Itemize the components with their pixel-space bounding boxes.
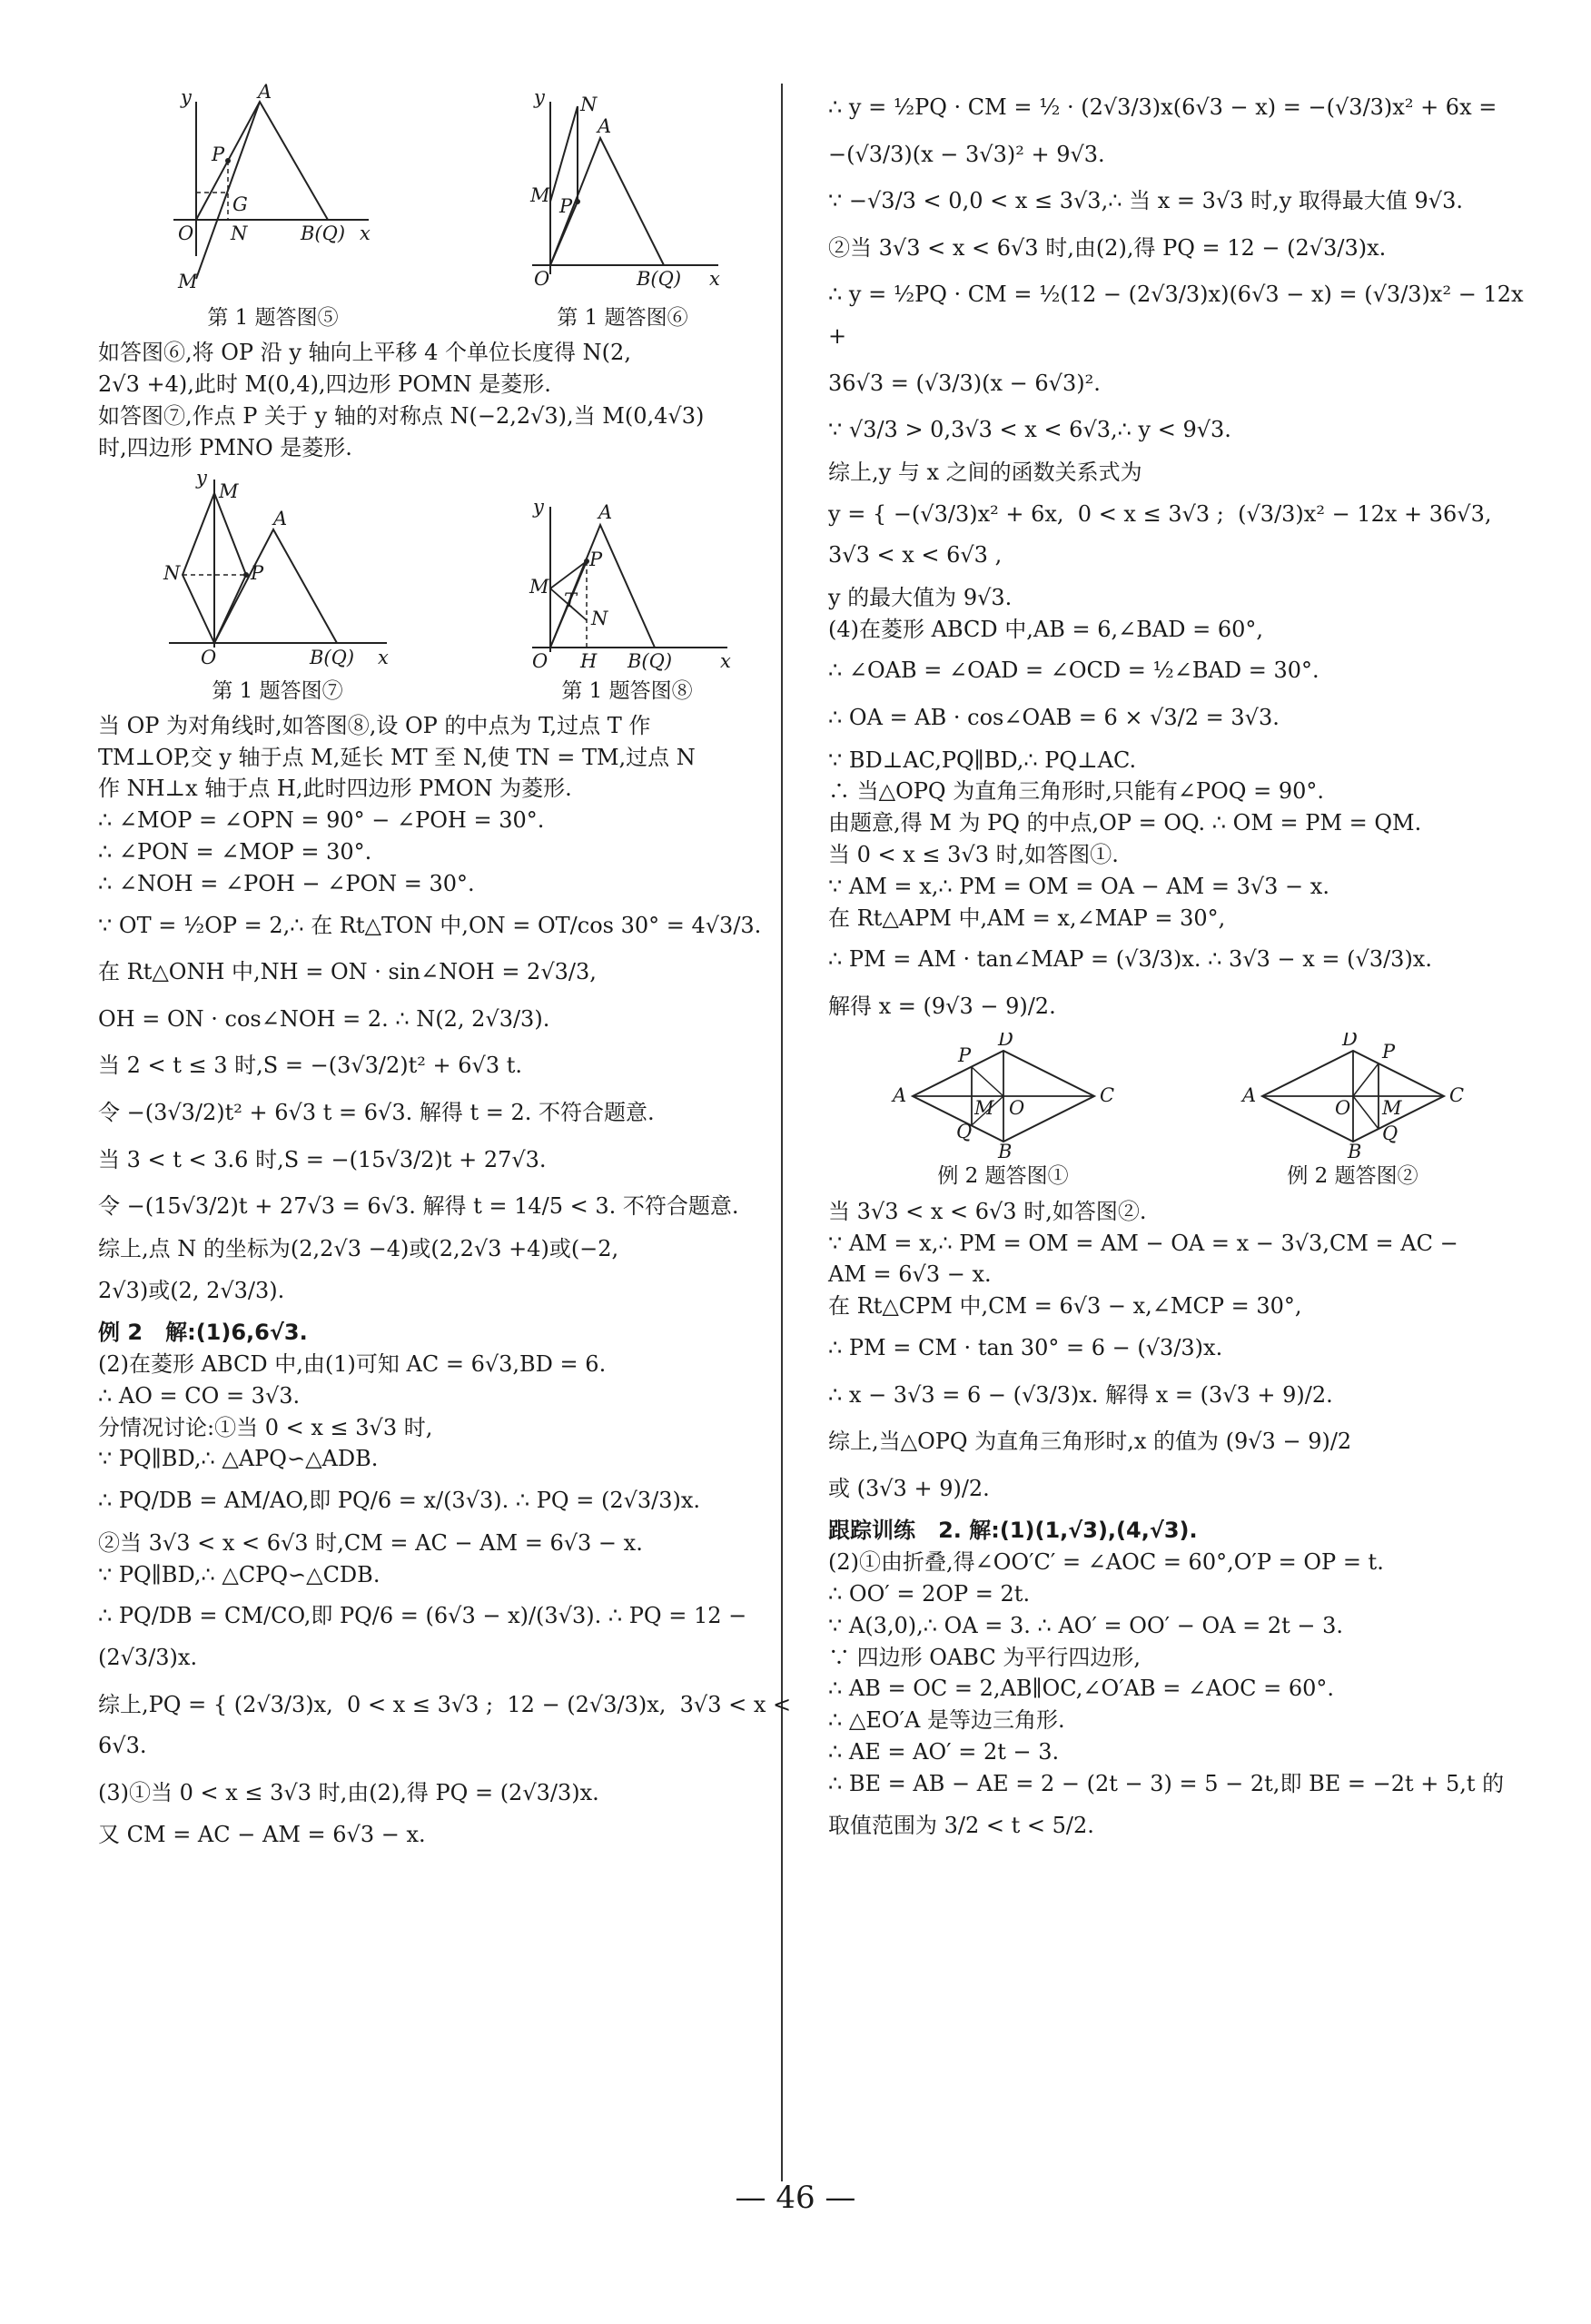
example-2-heading: 例 2 解:(1)6,6√3.	[98, 1320, 308, 1346]
f5-label-g: G	[232, 193, 248, 215]
text-line: ∴ PQ/DB = CM/CO,即 PQ/6 = (6√3 − x)/(3√3). ∴ PQ = 12 − (2√3/3)x.	[98, 1603, 754, 1670]
text-line: 又 CM = AC − AM = 6√3 − x.	[98, 1822, 426, 1848]
example-2-figure-2	[1235, 1033, 1471, 1192]
text-line: ∴ PQ/DB = AM/AO,即 PQ/6 = x/(3√3). ∴ PQ = (2√3/3)x.	[98, 1488, 701, 1514]
f8-label-p: P	[588, 548, 602, 570]
text-line: AM = 6√3 − x.	[828, 1261, 992, 1288]
text-line: ②当 3√3 < x < 6√3 时,由(2),得 PQ = 12 − (2√3/3)x.	[828, 234, 1387, 261]
figure-5-caption: 第 1 题答图⑤	[207, 306, 339, 330]
text-line: 当 OP 为对角线时,如答图⑧,设 OP 的中点为 T,过点 T 作	[98, 712, 651, 738]
e2-label-p: P	[1381, 1041, 1395, 1063]
figure-row-5-6	[98, 84, 797, 333]
text-line: ∴ AO = CO = 3√3.	[98, 1382, 301, 1409]
e2-label-a: A	[1241, 1084, 1256, 1107]
f7-label-a: A	[272, 507, 287, 529]
right-column	[828, 82, 1531, 1852]
f8-label-n: N	[590, 607, 608, 629]
example-2-figure-2-caption: 例 2 题答图②	[1287, 1164, 1418, 1189]
text-line: ∴ ∠PON = ∠MOP = 30°.	[98, 839, 372, 865]
text-line: ②当 3√3 < x < 6√3 时,CM = AC − AM = 6√3 − x.	[98, 1529, 643, 1556]
e1-label-b: B	[997, 1141, 1012, 1161]
text-line: (2)①由折叠,得∠OO′C′ = ∠AOC = 60°,O′P = OP = t.	[828, 1549, 1384, 1576]
f7-label-x: x	[377, 646, 389, 668]
e2-label-m: M	[1381, 1097, 1402, 1120]
f5-label-m: M	[177, 271, 198, 292]
example-2-figure-2-diagram	[1235, 1033, 1471, 1160]
text-line: 当 3√3 < x < 6√3 时,如答图②.	[828, 1198, 1147, 1224]
text-line: ∴ ∠MOP = ∠OPN = 90° − ∠POH = 30°.	[98, 807, 545, 834]
f8-label-m: M	[529, 575, 549, 598]
text-line: 综上,y 与 x 之间的函数关系式为	[828, 459, 1142, 485]
text-line: 当 3 < t < 3.6 时,S = −(15√3/2)t + 27√3.	[98, 1146, 547, 1172]
text-line: ∴ y = ½PQ · CM = ½(12 − (2√3/3)x)(6√3 − x) = (√3/3)x² − 12x +	[828, 282, 1531, 349]
example-2-figure-1-diagram	[885, 1033, 1122, 1160]
text-line: ∵ BD⊥AC,PQ∥BD,∴ PQ⊥AC.	[828, 747, 1137, 773]
f7-label-p: P	[250, 561, 263, 584]
e2-label-o: O	[1334, 1097, 1350, 1120]
left-column	[98, 82, 797, 1851]
text-line: 作 NH⊥x 轴于点 H,此时四边形 PMON 为菱形.	[98, 776, 572, 802]
f7-label-o: O	[200, 646, 216, 668]
f6-label-n: N	[579, 94, 597, 115]
text-line: 令 −(3√3/2)t² + 6√3 t = 6√3. 解得 t = 2. 不符合题意.	[98, 1100, 655, 1126]
text-line: ∵ −√3/3 < 0,0 < x ≤ 3√3,∴ 当 x = 3√3 时,y 取得最大值 9√3.	[828, 188, 1463, 214]
text-line: ∵ OT = ½OP = 2,∴ 在 Rt△TON 中,ON = OT/cos 30° = 4√3/3.	[98, 912, 762, 938]
text-line: 在 Rt△CPM 中,CM = 6√3 − x,∠MCP = 30°,	[828, 1293, 1302, 1320]
f6-label-x: x	[708, 268, 720, 290]
f5-label-n: N	[230, 223, 247, 244]
f7-label-m: M	[218, 480, 239, 502]
figure-row-7-8	[98, 466, 797, 707]
follow-up-training-heading: 跟踪训练 2. 解:(1)(1,√3),(4,√3).	[828, 1518, 1198, 1544]
f6-label-p: P	[558, 195, 572, 217]
f5-label-o: O	[177, 223, 193, 244]
e1-label-a: A	[892, 1084, 906, 1107]
text-line: ∵ A(3,0),∴ OA = 3. ∴ AO′ = OO′ − OA = 2t − 3.	[828, 1612, 1343, 1638]
text-line: 当 2 < t ≤ 3 时,S = −(3√3/2)t² + 6√3 t.	[98, 1053, 523, 1079]
figure-8-diagram	[519, 493, 736, 675]
text-line: (3)①当 0 < x ≤ 3√3 时,由(2),得 PQ = (2√3/3)x.	[98, 1779, 599, 1805]
example-2-figure-1	[885, 1033, 1122, 1192]
f8-label-h: H	[579, 649, 597, 672]
text-line: ∴ ∠NOH = ∠POH − ∠PON = 30°.	[98, 870, 475, 896]
text-line: ∵ PQ∥BD,∴ △APQ∽△ADB.	[98, 1446, 379, 1472]
text-line: ∴ OO′ = 2OP = 2t.	[828, 1580, 1031, 1607]
f6-label-o: O	[533, 268, 549, 290]
e1-label-q: Q	[955, 1121, 972, 1143]
f8-label-t: T	[563, 588, 577, 611]
f8-label-y: y	[532, 495, 544, 518]
e2-label-b: B	[1347, 1141, 1361, 1161]
e1-label-p: P	[957, 1044, 971, 1067]
text-line: 当 0 < x ≤ 3√3 时,如答图①.	[828, 841, 1119, 867]
text-line: ∴ AB = OC = 2,AB∥OC,∠O′AB = ∠AOC = 60°.	[828, 1676, 1334, 1702]
f6-label-bq: B(Q)	[636, 268, 681, 290]
text-line: 由题意,得 M 为 PQ 的中点,OP = OQ. ∴ OM = PM = QM.	[828, 810, 1422, 836]
text-line: ∴ 当△OPQ 为直角三角形时,只能有∠POQ = 90°.	[828, 778, 1324, 805]
text-line: ∴ BE = AB − AE = 2 − (2t − 3) = 5 − 2t,即 BE = −2t + 5,t 的	[828, 1770, 1505, 1796]
text-line: 解得 x = (9√3 − 9)/2.	[828, 993, 1056, 1019]
text-line: 令 −(15√3/2)t + 27√3 = 6√3. 解得 t = 14/5 < 3. 不符合题意.	[98, 1193, 739, 1220]
text-line: 2√3)或(2, 2√3/3).	[98, 1277, 285, 1303]
f8-label-bq: B(Q)	[627, 649, 672, 672]
text-line: 在 Rt△APM 中,AM = x,∠MAP = 30°,	[828, 905, 1226, 931]
e2-label-q: Q	[1381, 1122, 1398, 1145]
figure-8-caption: 第 1 题答图⑧	[561, 678, 693, 703]
figure-6-diagram	[514, 84, 732, 302]
text-line: ∵ 四边形 OABC 为平行四边形,	[828, 1644, 1141, 1670]
f7-label-n: N	[163, 561, 180, 584]
text-line: 或 (3√3 + 9)/2.	[828, 1475, 990, 1501]
f7-label-y: y	[195, 466, 207, 489]
figure-7	[160, 466, 396, 707]
text-line: ∴ PM = CM · tan 30° = 6 − (√3/3)x.	[828, 1335, 1223, 1361]
text-line: ∵ √3/3 > 0,3√3 < x < 6√3,∴ y < 9√3.	[828, 417, 1231, 443]
text-line: 分情况讨论:①当 0 < x ≤ 3√3 时,	[98, 1414, 433, 1440]
f6-label-a: A	[597, 115, 611, 137]
text-line: OH = ON · cos∠NOH = 2. ∴ N(2, 2√3/3).	[98, 1005, 550, 1032]
text-line: ∴ ∠OAB = ∠OAD = ∠OCD = ½∠BAD = 30°.	[828, 658, 1319, 684]
f5-label-y: y	[180, 86, 192, 108]
piecewise-pq: 综上,PQ = { (2√3/3)x, 0 < x ≤ 3√3 ; 12 − (2√3/3)x, 3√3 < x < 6√3.	[98, 1691, 798, 1759]
text-line: ∴ △EO′A 是等边三角形.	[828, 1707, 1065, 1734]
text-line: ∴ OA = AB · cos∠OAB = 6 × √3/2 = 3√3.	[828, 704, 1280, 730]
text-line: 在 Rt△ONH 中,NH = ON · sin∠NOH = 2√3/3,	[98, 959, 597, 985]
text-line: 2√3 +4),此时 M(0,4),四边形 POMN 是菱形.	[98, 371, 551, 398]
e1-label-c: C	[1099, 1084, 1114, 1107]
text-line: ∴ y = ½PQ · CM = ½ · (2√3/3)x(6√3 − x) = −(√3/3)x² + 6x =	[828, 94, 1497, 120]
text-line: ∴ AE = AO′ = 2t − 3.	[828, 1738, 1060, 1765]
figure-5-diagram	[164, 84, 382, 302]
figure-5	[164, 84, 382, 333]
e1-label-d: D	[997, 1033, 1013, 1051]
text-line: (4)在菱形 ABCD 中,AB = 6,∠BAD = 60°,	[828, 616, 1263, 642]
text-line: 如答图⑦,作点 P 关于 y 轴的对称点 N(−2,2√3),当 M(0,4√3)	[98, 402, 705, 429]
text-line: (2)在菱形 ABCD 中,由(1)可知 AC = 6√3,BD = 6.	[98, 1351, 607, 1377]
text-line: 36√3 = (√3/3)(x − 6√3)².	[828, 370, 1101, 396]
text-line: 时,四边形 PMNO 是菱形.	[98, 434, 352, 460]
text-line: ∴ PM = AM · tan∠MAP = (√3/3)x. ∴ 3√3 − x = (√3/3)x.	[828, 946, 1432, 973]
text-line: −(√3/3)(x − 3√3)² + 9√3.	[828, 141, 1105, 167]
f6-label-y: y	[533, 86, 545, 108]
text-line: y 的最大值为 9√3.	[828, 584, 1013, 610]
f5-label-p: P	[211, 143, 224, 165]
text-line: ∴ x − 3√3 = 6 − (√3/3)x. 解得 x = (3√3 + 9)/2.	[828, 1381, 1333, 1408]
f7-label-bq: B(Q)	[309, 646, 354, 668]
e1-label-m: M	[973, 1097, 994, 1120]
figure-7-diagram	[160, 466, 396, 675]
text-line: TM⊥OP,交 y 轴于点 M,延长 MT 至 N,使 TN = TM,过点 N	[98, 744, 696, 770]
text-line: 综上,点 N 的坐标为(2,2√3 −4)或(2,2√3 +4)或(−2,	[98, 1235, 619, 1261]
e1-label-o: O	[1008, 1097, 1024, 1120]
figure-6	[514, 84, 732, 333]
f5-label-x: x	[359, 223, 371, 244]
figure-row-example-2	[828, 1033, 1527, 1192]
text-line: ∵ PQ∥BD,∴ △CPQ∽△CDB.	[98, 1561, 380, 1587]
figure-6-caption: 第 1 题答图⑥	[557, 306, 688, 330]
text-line: 如答图⑥,将 OP 沿 y 轴向上平移 4 个单位长度得 N(2,	[98, 340, 631, 366]
f5-label-bq: B(Q)	[300, 223, 345, 244]
text-line: 取值范围为 3/2 < t < 5/2.	[828, 1812, 1094, 1838]
piecewise-y: y = { −(√3/3)x² + 6x, 0 < x ≤ 3√3 ; (√3/3)x² − 12x + 36√3, 3√3 < x < 6√3 ,	[828, 500, 1506, 569]
text-line: ∵ AM = x,∴ PM = OM = OA − AM = 3√3 − x.	[828, 873, 1329, 899]
figure-7-caption: 第 1 题答图⑦	[212, 678, 343, 703]
e2-label-d: D	[1341, 1033, 1358, 1051]
text-line: 综上,当△OPQ 为直角三角形时,x 的值为 (9√3 − 9)/2	[828, 1429, 1352, 1455]
f8-label-x: x	[719, 649, 731, 672]
f5-label-a: A	[257, 84, 272, 103]
text-line: ∵ AM = x,∴ PM = OM = AM − OA = x − 3√3,CM = AC −	[828, 1230, 1458, 1256]
f8-label-o: O	[531, 649, 548, 672]
f8-label-a: A	[598, 500, 612, 523]
page-number: — 46 —	[735, 2180, 856, 2216]
e2-label-c: C	[1448, 1084, 1464, 1107]
example-2-figure-1-caption: 例 2 题答图①	[937, 1164, 1069, 1189]
figure-8	[519, 493, 736, 707]
f6-label-m: M	[529, 184, 550, 206]
